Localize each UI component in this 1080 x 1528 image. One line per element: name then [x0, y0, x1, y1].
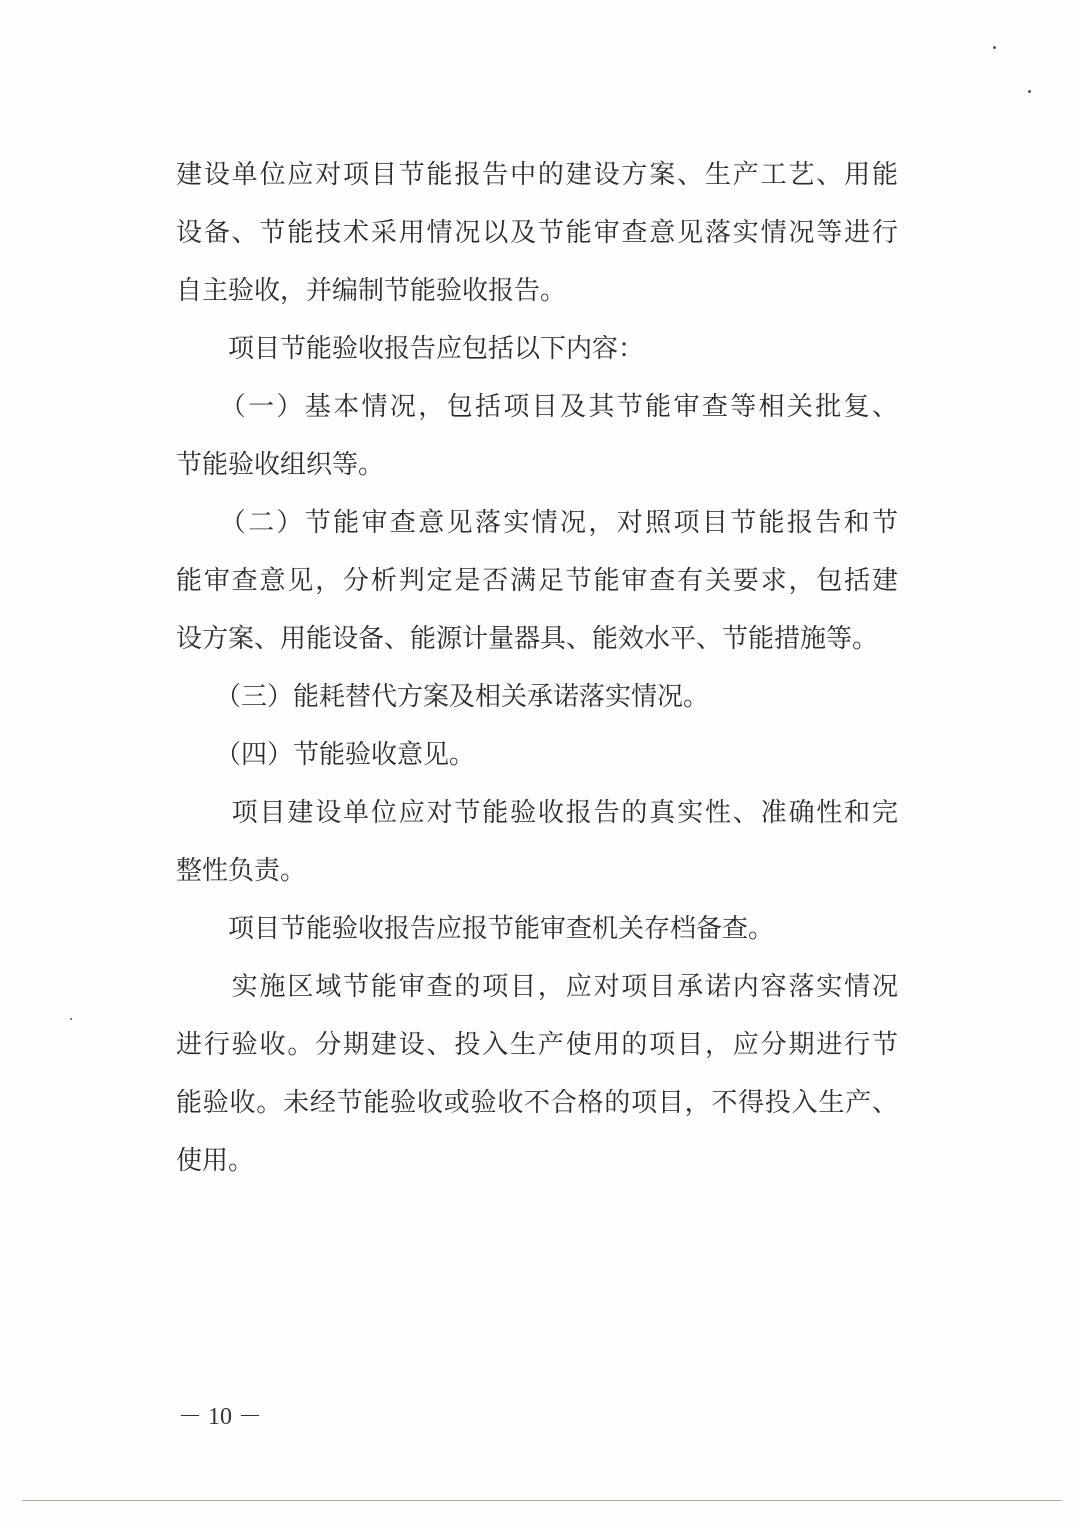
text-line: 进行验收。分期建设、投入生产使用的项目，应分期进行节 [176, 1030, 898, 1060]
scan-speck [70, 1018, 72, 1020]
text-line: 自主验收，并编制节能验收报告。 [176, 276, 567, 306]
text-line: 建设单位应对项目节能报告中的建设方案、生产工艺、用能 [176, 160, 898, 190]
text-line: 设备、节能技术采用情况以及节能审查意见落实情况等进行 [176, 218, 898, 248]
text-line: （一）基本情况，包括项目及其节能审查等相关批复、 [176, 392, 898, 422]
page-number: － 10 － [178, 1404, 262, 1430]
scan-speck [993, 46, 996, 49]
bottom-rule [22, 1500, 1062, 1501]
text-line: （二）节能审查意见落实情况，对照项目节能报告和节 [176, 508, 898, 538]
text-line: 项目节能验收报告应报节能审查机关存档备查。 [176, 914, 775, 944]
text-line: 整性负责。 [176, 856, 307, 886]
text-line: 能验收。未经节能验收或验收不合格的项目，不得投入生产、 [176, 1088, 898, 1118]
text-line: （三）能耗替代方案及相关承诺落实情况。 [176, 682, 710, 712]
text-line: 项目节能验收报告应包括以下内容： [176, 334, 645, 364]
text-line: 设方案、用能设备、能源计量器具、能效水平、节能措施等。 [176, 624, 879, 654]
text-line: （四）节能验收意见。 [176, 740, 476, 770]
text-line: 节能验收组织等。 [176, 450, 385, 480]
document-body [176, 146, 898, 1190]
scan-speck [1028, 90, 1031, 93]
text-line: 实施区域节能审查的项目，应对项目承诺内容落实情况 [176, 972, 898, 1002]
text-line: 能审查意见，分析判定是否满足节能审查有关要求，包括建 [176, 566, 898, 596]
text-line: 项目建设单位应对节能验收报告的真实性、准确性和完 [176, 798, 898, 828]
text-line: 使用。 [176, 1146, 255, 1176]
